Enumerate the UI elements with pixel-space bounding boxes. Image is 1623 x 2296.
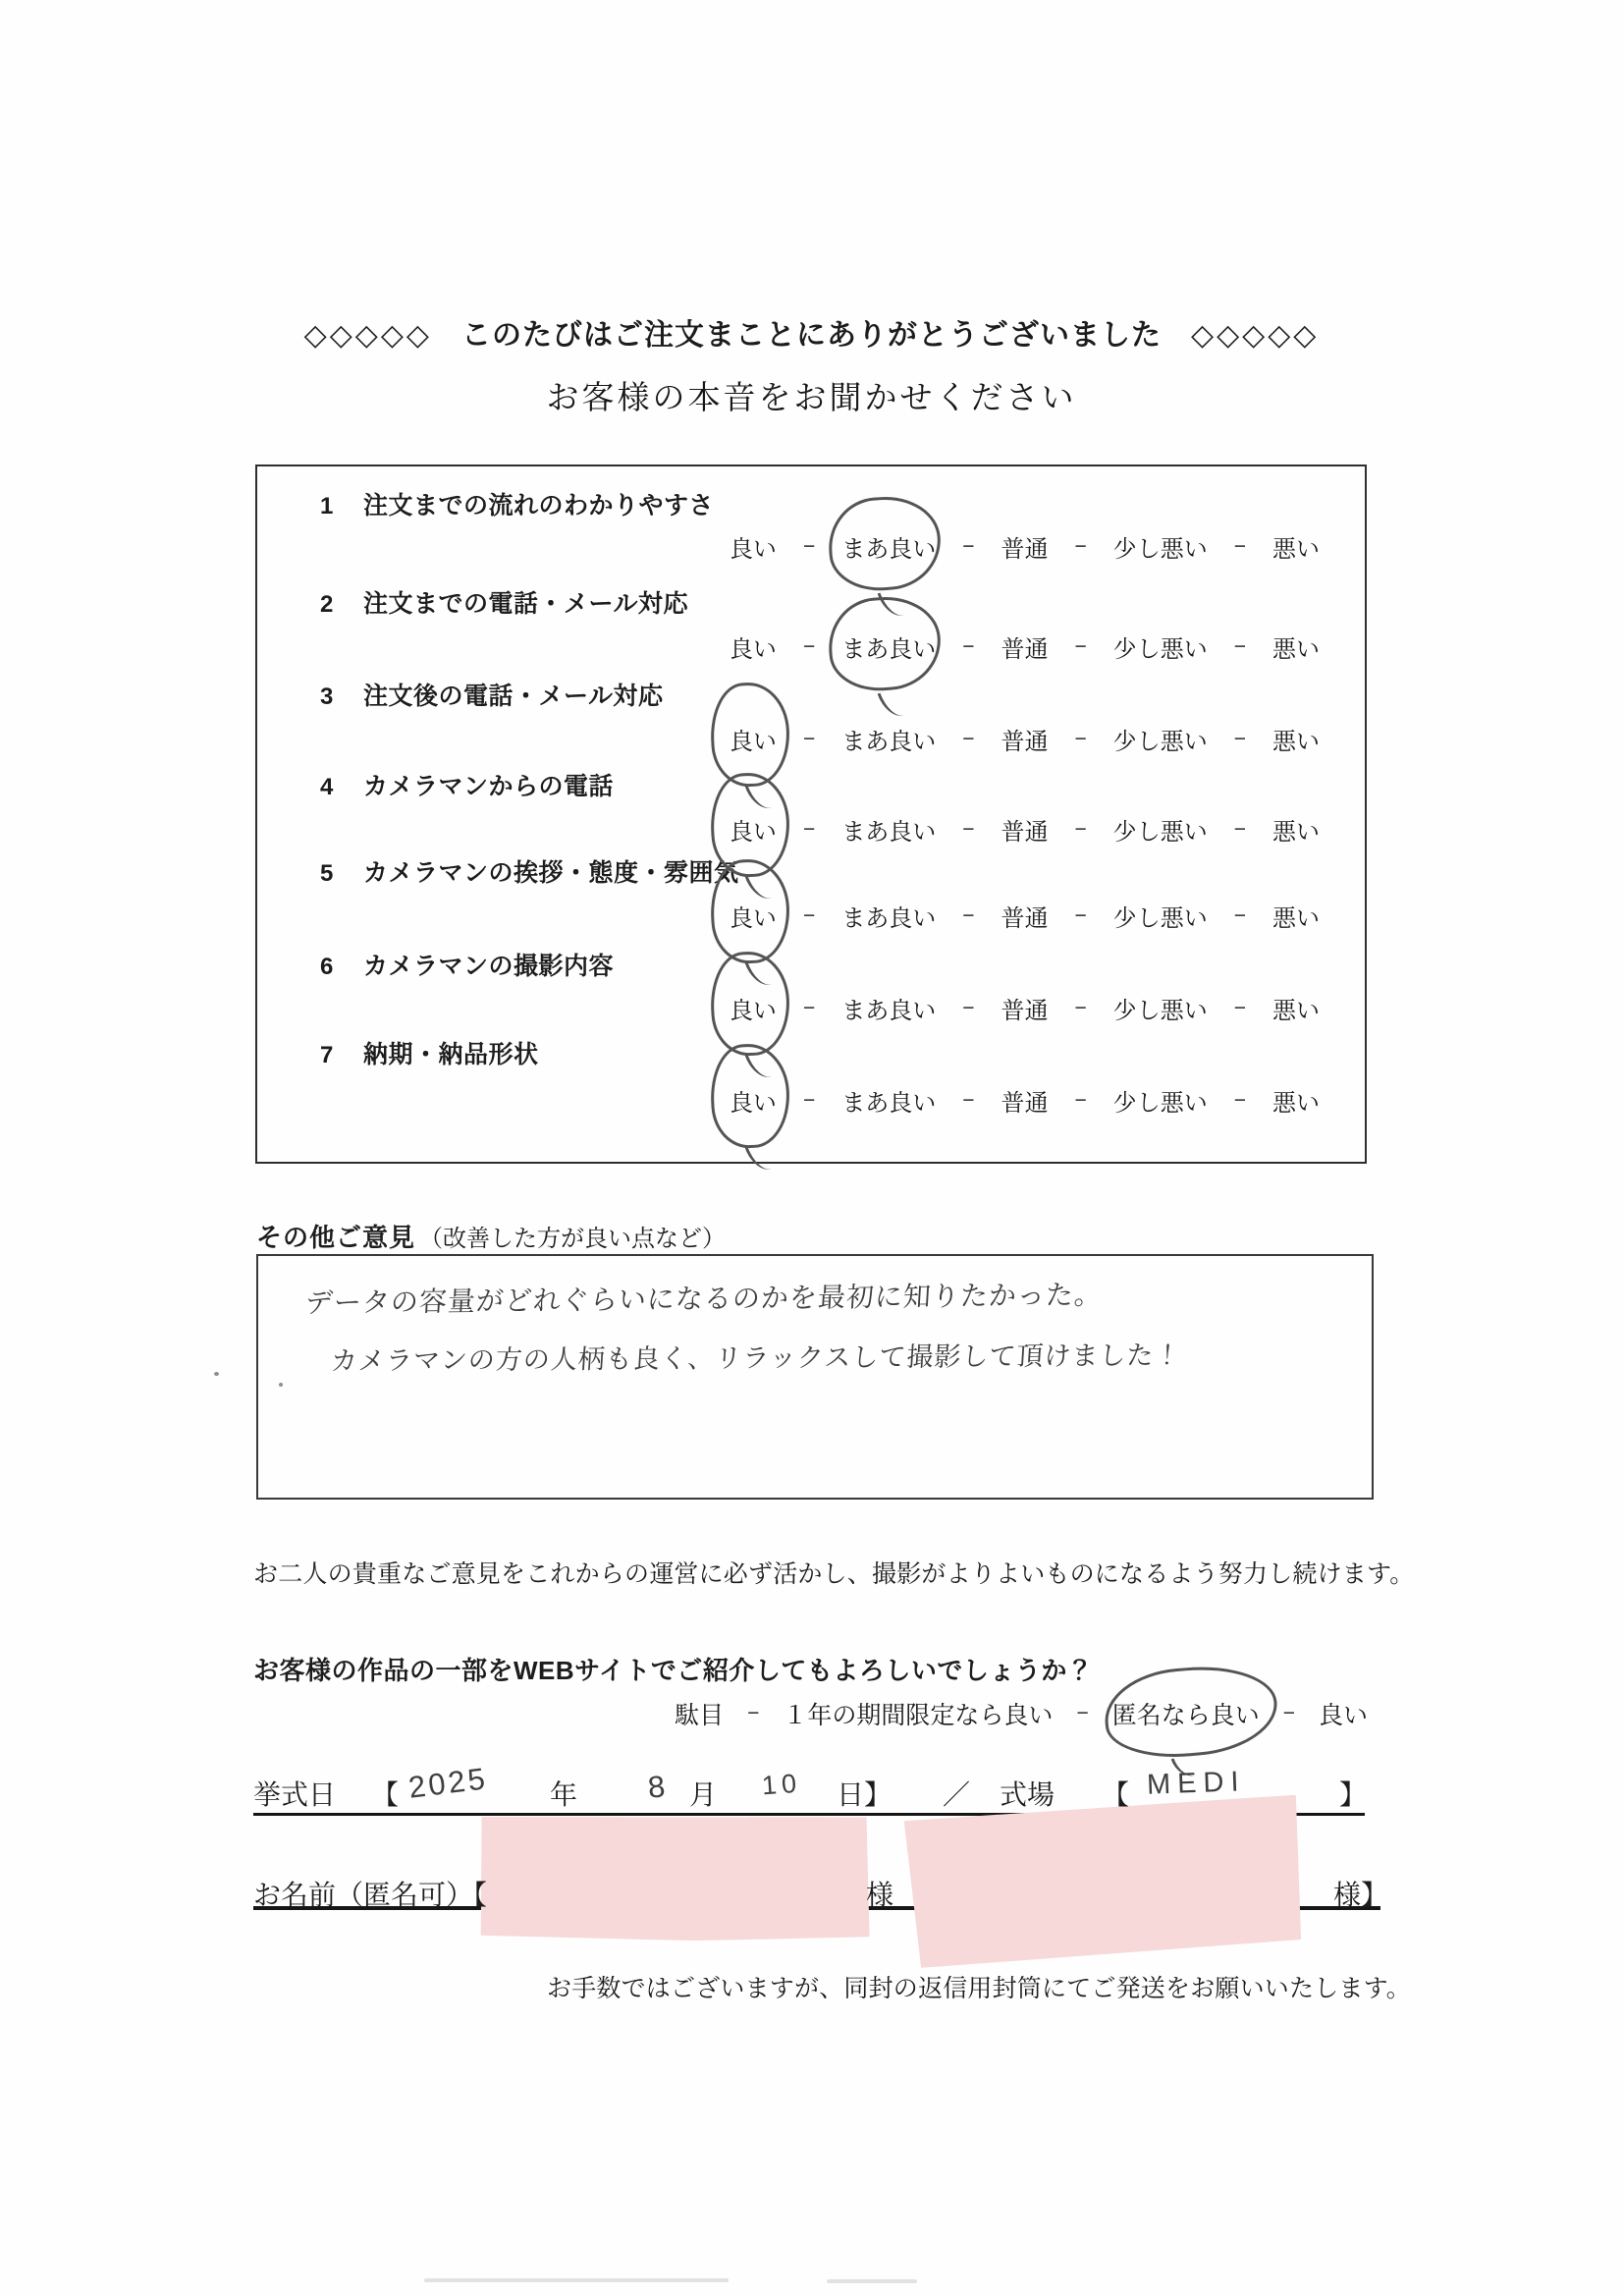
question-6-ratings	[730, 991, 1320, 1025]
rating-option-fairly-good: まあ良い	[841, 819, 937, 846]
form-subtitle: お客様の本音をお聞かせください	[546, 379, 1077, 415]
handwritten-comment-line-1: データの容量がどれぐらいになるのかを最初に知りたかった。	[304, 1279, 1104, 1319]
web-option-separator: −	[1076, 1702, 1089, 1724]
survey-box	[255, 465, 1367, 1164]
rating-option-slightly-bad: 少し悪い	[1112, 536, 1208, 563]
comments-section-label	[256, 1218, 726, 1254]
question-1-ratings	[730, 529, 1320, 564]
venue-label: 式場	[1000, 1779, 1055, 1810]
rating-separator: −	[802, 817, 816, 841]
handwritten-month-value: 8	[646, 1769, 667, 1805]
day-suffix-bracket: 日】	[837, 1779, 893, 1810]
rating-option-average: 普通	[1001, 729, 1049, 755]
web-option-one-year-limited: １年の期間限定なら良い	[783, 1702, 1054, 1729]
question-5-label: カメラマンの挨拶・態度・雰囲気	[363, 859, 739, 887]
name-label: お名前（匿名可）【	[253, 1880, 488, 1910]
rating-option-slightly-bad: 少し悪い	[1112, 636, 1208, 663]
rating-option-slightly-bad: 少し悪い	[1112, 729, 1208, 755]
rating-option-bad: 悪い	[1272, 998, 1320, 1024]
rating-separator: −	[962, 903, 975, 927]
rating-separator: −	[1074, 903, 1087, 927]
form-title-row	[253, 310, 1370, 354]
web-permission-options	[675, 1696, 1368, 1731]
rating-separator: −	[1074, 817, 1087, 841]
rating-option-fairly-good: まあ良い	[841, 529, 936, 564]
rating-separator: −	[802, 996, 816, 1019]
rating-separator: −	[1233, 817, 1246, 841]
scan-speck	[214, 1372, 219, 1376]
rating-separator: −	[962, 634, 975, 658]
question-3-label: 注文後の電話・メール対応	[363, 683, 664, 710]
question-7-number: 7	[320, 1042, 334, 1068]
handwritten-year-value: 2025	[406, 1761, 490, 1805]
rating-option-average: 普通	[1001, 905, 1049, 932]
diamond-decoration-left: ◇◇◇◇◇	[303, 319, 432, 352]
question-7	[320, 1035, 539, 1070]
question-5-number: 5	[320, 860, 334, 887]
rating-option-good: 良い	[730, 1083, 777, 1118]
web-option-anonymous-ok: 匿名なら良い	[1112, 1696, 1260, 1731]
month-suffix: 月	[689, 1779, 718, 1810]
rating-option-bad: 悪い	[1272, 1090, 1320, 1117]
question-7-ratings	[730, 1083, 1320, 1118]
handwritten-comment-line-2: カメラマンの方の人柄も良く、リラックスして撮影して頂けました！	[329, 1339, 1183, 1377]
rating-option-slightly-bad: 少し悪い	[1112, 998, 1208, 1024]
rating-option-slightly-bad: 少し悪い	[1112, 819, 1208, 846]
scan-speck	[279, 1383, 283, 1387]
rating-option-average: 普通	[1001, 1090, 1049, 1117]
rating-option-fairly-good: まあ良い	[841, 729, 937, 755]
handwritten-venue-value: MEDI	[1146, 1766, 1247, 1801]
comments-label: その他ご意見	[256, 1223, 416, 1252]
diamond-decoration-right: ◇◇◇◇◇	[1191, 319, 1320, 352]
rating-separator: −	[802, 634, 816, 658]
scan-smudge	[424, 2278, 729, 2282]
rating-option-slightly-bad: 少し悪い	[1112, 1090, 1208, 1117]
question-2-label: 注文までの電話・メール対応	[363, 590, 689, 618]
slash-separator: ／	[943, 1779, 971, 1810]
honorific-sama-1: 様	[866, 1880, 894, 1910]
handwritten-day-value: 10	[760, 1768, 803, 1801]
question-4-label: カメラマンからの電話	[363, 773, 615, 800]
rating-option-good: 良い	[730, 899, 777, 933]
rating-separator: −	[802, 1088, 816, 1112]
rating-option-fairly-good: まあ良い	[841, 629, 936, 664]
rating-option-good: 良い	[729, 636, 777, 663]
question-5-ratings	[730, 899, 1320, 933]
question-4	[320, 767, 614, 802]
date-label: 挙式日	[253, 1779, 337, 1810]
rating-option-fairly-good: まあ良い	[841, 998, 937, 1024]
honorific-sama-2-bracket: 様】	[1333, 1880, 1389, 1910]
question-6-number: 6	[320, 954, 334, 980]
year-suffix: 年	[550, 1779, 578, 1810]
question-5	[320, 853, 739, 889]
rating-separator: −	[1074, 996, 1087, 1019]
rating-option-fairly-good: まあ良い	[841, 905, 937, 932]
rating-option-bad: 悪い	[1272, 905, 1320, 932]
rating-separator: −	[802, 534, 816, 558]
rating-separator: −	[962, 817, 975, 841]
rating-option-bad: 悪い	[1272, 729, 1320, 755]
name-row	[253, 1874, 1389, 1917]
rating-option-bad: 悪い	[1272, 636, 1320, 663]
rating-option-average: 普通	[1001, 998, 1049, 1024]
rating-separator: −	[1233, 996, 1246, 1019]
ceremony-date-row	[253, 1761, 1373, 1817]
comments-label-note: （改善した方が良い点など）	[419, 1226, 727, 1252]
question-6-label: カメラマンの撮影内容	[363, 953, 615, 980]
rating-separator: −	[1233, 903, 1246, 927]
rating-option-bad: 悪い	[1272, 536, 1320, 563]
question-2-ratings	[730, 629, 1320, 664]
web-option-separator: −	[1282, 1702, 1295, 1724]
question-6	[320, 947, 614, 982]
question-2	[320, 584, 688, 620]
rating-option-average: 普通	[1001, 636, 1049, 663]
rating-separator: −	[802, 727, 816, 750]
rating-separator: −	[1074, 727, 1087, 750]
return-envelope-note: お手数ではございますが、同封の返信用封筒にてご発送をお願いいたします。	[547, 1975, 1412, 2002]
rating-option-average: 普通	[1001, 536, 1049, 563]
rating-separator: −	[1074, 1088, 1087, 1112]
question-3	[320, 677, 664, 712]
venue-bracket-open: 【	[1102, 1779, 1130, 1810]
rating-separator: −	[1233, 534, 1246, 558]
question-3-ratings	[730, 722, 1320, 756]
rating-option-slightly-bad: 少し悪い	[1112, 905, 1208, 932]
rating-separator: −	[802, 903, 816, 927]
question-7-label: 納期・納品形状	[363, 1041, 539, 1068]
rating-option-fairly-good: まあ良い	[841, 1090, 937, 1117]
rating-option-good: 良い	[730, 722, 777, 756]
rating-option-average: 普通	[1001, 819, 1049, 846]
rating-separator: −	[1233, 634, 1246, 658]
rating-separator: −	[962, 996, 975, 1019]
web-option-no: 駄目	[675, 1702, 725, 1729]
question-4-number: 4	[320, 774, 334, 800]
question-1	[320, 486, 714, 521]
rating-option-good: 良い	[729, 536, 777, 563]
rating-option-good: 良い	[730, 812, 777, 847]
rating-option-bad: 悪い	[1272, 819, 1320, 846]
rating-option-good: 良い	[730, 991, 777, 1025]
question-2-number: 2	[320, 591, 334, 618]
question-3-number: 3	[320, 683, 334, 710]
venue-bracket-close: 】	[1339, 1779, 1368, 1810]
web-permission-question: お客様の作品の一部をWEBサイトでご紹介してもよろしいでしょうか？	[253, 1656, 1094, 1685]
question-1-number: 1	[320, 493, 334, 519]
rating-separator: −	[962, 727, 975, 750]
scan-smudge	[827, 2279, 917, 2283]
rating-separator: −	[1233, 727, 1246, 750]
question-1-label: 注文までの流れのわかりやすさ	[363, 492, 715, 519]
rating-separator: −	[1074, 634, 1087, 658]
pledge-text: お二人の貴重なご意見をこれからの運営に必ず活かし、撮影がよりよいものになるよう努力し続けます。	[253, 1560, 1415, 1588]
rating-separator: −	[962, 1088, 975, 1112]
web-option-yes: 良い	[1318, 1702, 1368, 1729]
rating-separator: −	[962, 534, 975, 558]
rating-separator: −	[1233, 1088, 1246, 1112]
rating-separator: −	[1074, 534, 1087, 558]
question-4-ratings	[730, 812, 1320, 847]
date-bracket-open: 【	[371, 1779, 400, 1810]
web-option-separator: −	[747, 1702, 760, 1724]
comments-box	[256, 1254, 1374, 1500]
page-title: このたびはご注文まことにありがとうございました	[461, 319, 1162, 352]
